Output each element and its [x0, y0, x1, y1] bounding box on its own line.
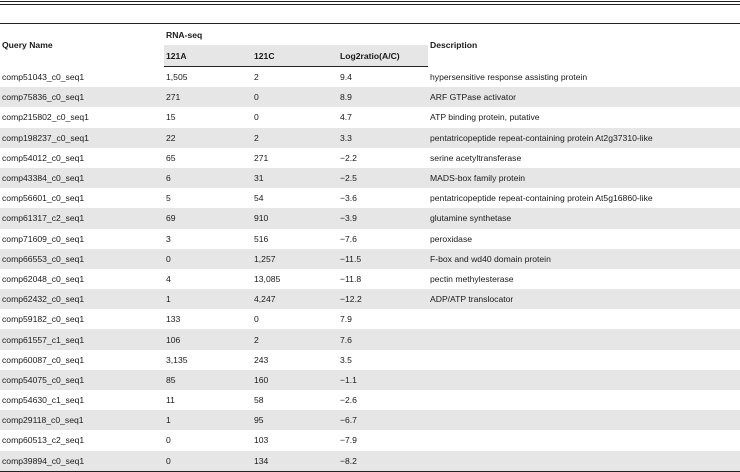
table-row	[0, 208, 740, 228]
value-121c-cell: 2	[252, 329, 338, 349]
description-cell: hypersensitive response assisting protein	[430, 71, 588, 82]
value-121a-cell: 271	[164, 87, 252, 107]
description-cell: ARF GTPase activator	[428, 87, 740, 107]
table-row	[0, 329, 740, 349]
col-121a-header: 121A	[164, 45, 252, 67]
description-cell: ADP/ATP translocator	[428, 289, 740, 309]
value-121c-cell: 2	[254, 72, 259, 83]
value-121a-cell: 1,505	[166, 72, 188, 83]
value-121c-cell: 910	[252, 208, 338, 228]
value-121c-cell: 4,247	[252, 289, 338, 309]
col-121c-header: 121C	[252, 45, 338, 67]
top-rule	[0, 1, 740, 2]
table-row	[0, 128, 740, 148]
value-121a-cell: 15	[166, 112, 176, 123]
query-cell: comp60087_c0_seq1	[2, 354, 85, 365]
description-cell	[428, 410, 740, 430]
table-row	[0, 67, 740, 88]
value-121c-cell: 0	[254, 112, 259, 123]
value-121a-cell: 133	[166, 314, 181, 325]
query-cell: comp54012_c0_seq1	[2, 152, 85, 163]
value-121a-cell: 85	[164, 370, 252, 390]
log2ratio-cell: 9.4	[340, 72, 352, 83]
log2ratio-cell: 4.7	[340, 112, 352, 123]
table-row	[0, 350, 740, 370]
description-cell: glutamine synthetase	[428, 208, 740, 228]
value-121c-cell: 0	[254, 314, 259, 325]
table-row	[0, 148, 740, 168]
value-121c-cell: 160	[252, 370, 338, 390]
value-121c-cell: 1,257	[252, 249, 338, 269]
query-cell: comp51043_c0_seq1	[2, 71, 85, 82]
value-121a-cell: 106	[164, 329, 252, 349]
log2ratio-cell: −8.2	[338, 451, 428, 472]
value-121c-cell: 243	[254, 354, 269, 365]
log2ratio-cell: −7.6	[340, 233, 357, 244]
value-121c-cell: 54	[254, 193, 264, 204]
log2ratio-cell: −2.2	[340, 152, 357, 163]
log2ratio-cell: −11.5	[338, 249, 428, 269]
value-121c-cell: 58	[254, 395, 264, 406]
description-cell	[428, 309, 740, 329]
query-name-header: Query Name	[0, 24, 164, 67]
query-cell: comp56601_c0_seq1	[2, 193, 85, 204]
value-121a-cell: 4	[166, 273, 171, 284]
query-cell: comp43384_c0_seq1	[0, 168, 164, 188]
col-log2-header: Log2ratio(A/C)	[338, 45, 428, 67]
value-121c-cell: 103	[254, 435, 269, 446]
log2ratio-cell: 7.9	[340, 314, 352, 325]
value-121c-cell: 271	[254, 152, 269, 163]
log2ratio-cell: 7.6	[338, 329, 428, 349]
value-121a-cell: 69	[164, 208, 252, 228]
value-121a-cell: 0	[166, 435, 171, 446]
log2ratio-cell: −11.8	[340, 273, 362, 284]
query-cell: comp66553_c0_seq1	[0, 249, 164, 269]
query-cell: comp39894_c0_seq1	[0, 451, 164, 472]
query-cell: comp62432_c0_seq1	[0, 289, 164, 309]
top-rule-double	[0, 4, 740, 5]
log2ratio-cell: −2.6	[340, 395, 357, 406]
query-cell: comp54075_c0_seq1	[0, 370, 164, 390]
value-121a-cell: 5	[166, 193, 171, 204]
log2ratio-cell: −6.7	[338, 410, 428, 430]
description-cell: F-box and wd40 domain protein	[428, 249, 740, 269]
query-cell: comp59182_c0_seq1	[2, 314, 85, 325]
rnaseq-header: RNA-seq	[164, 24, 428, 46]
expression-table	[0, 23, 740, 472]
value-121c-cell: 516	[254, 233, 269, 244]
log2ratio-cell: 3.5	[340, 354, 352, 365]
value-121c-cell: 13,085	[254, 273, 281, 284]
query-cell: comp215802_c0_seq1	[2, 112, 89, 123]
value-121a-cell: 11	[166, 395, 175, 406]
table-row	[0, 188, 740, 208]
table-row	[0, 87, 740, 107]
value-121a-cell: 0	[164, 249, 252, 269]
query-cell: comp71609_c0_seq1	[2, 233, 85, 244]
description-cell	[428, 370, 740, 390]
query-cell: comp29118_c0_seq1	[0, 410, 164, 430]
table-row	[0, 309, 740, 329]
table-row	[0, 229, 740, 249]
table-row	[0, 289, 740, 309]
value-121c-cell: 95	[252, 410, 338, 430]
table-row	[0, 370, 740, 390]
query-cell: comp61557_c1_seq1	[0, 329, 164, 349]
table-row	[0, 107, 740, 127]
value-121a-cell: 3	[166, 233, 171, 244]
value-121a-cell: 65	[166, 152, 176, 163]
value-121a-cell: 1	[164, 410, 252, 430]
table-row	[0, 168, 740, 188]
log2ratio-cell: −3.9	[338, 208, 428, 228]
query-cell: comp75836_c0_seq1	[0, 87, 164, 107]
description-cell	[428, 350, 740, 370]
value-121a-cell: 6	[164, 168, 252, 188]
description-cell	[428, 329, 740, 349]
description-cell: pentatricopeptide repeat-containing protein At5g16860-like	[430, 193, 653, 204]
query-cell: comp62048_c0_seq1	[2, 273, 85, 284]
log2ratio-cell: −3.6	[340, 193, 357, 204]
description-header: Description	[428, 24, 740, 67]
value-121c-cell: 134	[252, 451, 338, 472]
description-cell: peroxidase	[430, 233, 473, 244]
value-121a-cell: 1	[164, 289, 252, 309]
value-121a-cell: 3,135	[166, 354, 188, 365]
query-cell: comp54630_c1_seq1	[2, 395, 85, 406]
value-121a-cell: 22	[164, 128, 252, 148]
description-cell: pentatricopeptide repeat-containing protein At2g37310-like	[428, 128, 740, 148]
log2ratio-cell: −1.1	[338, 370, 428, 390]
description-cell: pectin methylesterase	[430, 273, 514, 284]
table-row	[0, 410, 740, 430]
table-row	[0, 390, 740, 410]
query-cell: comp60513_c2_seq1	[2, 435, 85, 446]
value-121c-cell: 0	[252, 87, 338, 107]
table-row	[0, 269, 740, 289]
header-row-1	[0, 24, 740, 46]
query-cell: comp61317_c2_seq1	[0, 208, 164, 228]
value-121c-cell: 2	[252, 128, 338, 148]
log2ratio-cell: 3.3	[338, 128, 428, 148]
description-cell: MADS-box family protein	[428, 168, 740, 188]
description-cell	[428, 390, 740, 410]
query-cell: comp198237_c0_seq1	[0, 128, 164, 148]
log2ratio-cell: −7.9	[340, 435, 357, 446]
table-row	[0, 249, 740, 269]
table-row	[0, 451, 740, 472]
log2ratio-cell: −2.5	[338, 168, 428, 188]
description-cell	[428, 451, 740, 472]
log2ratio-cell: −12.2	[338, 289, 428, 309]
description-cell: ATP binding protein, putative	[430, 112, 540, 123]
value-121a-cell: 0	[164, 451, 252, 472]
log2ratio-cell: 8.9	[338, 87, 428, 107]
value-121c-cell: 31	[252, 168, 338, 188]
description-cell: serine acetyltransferase	[430, 152, 522, 163]
table-body	[0, 67, 740, 472]
